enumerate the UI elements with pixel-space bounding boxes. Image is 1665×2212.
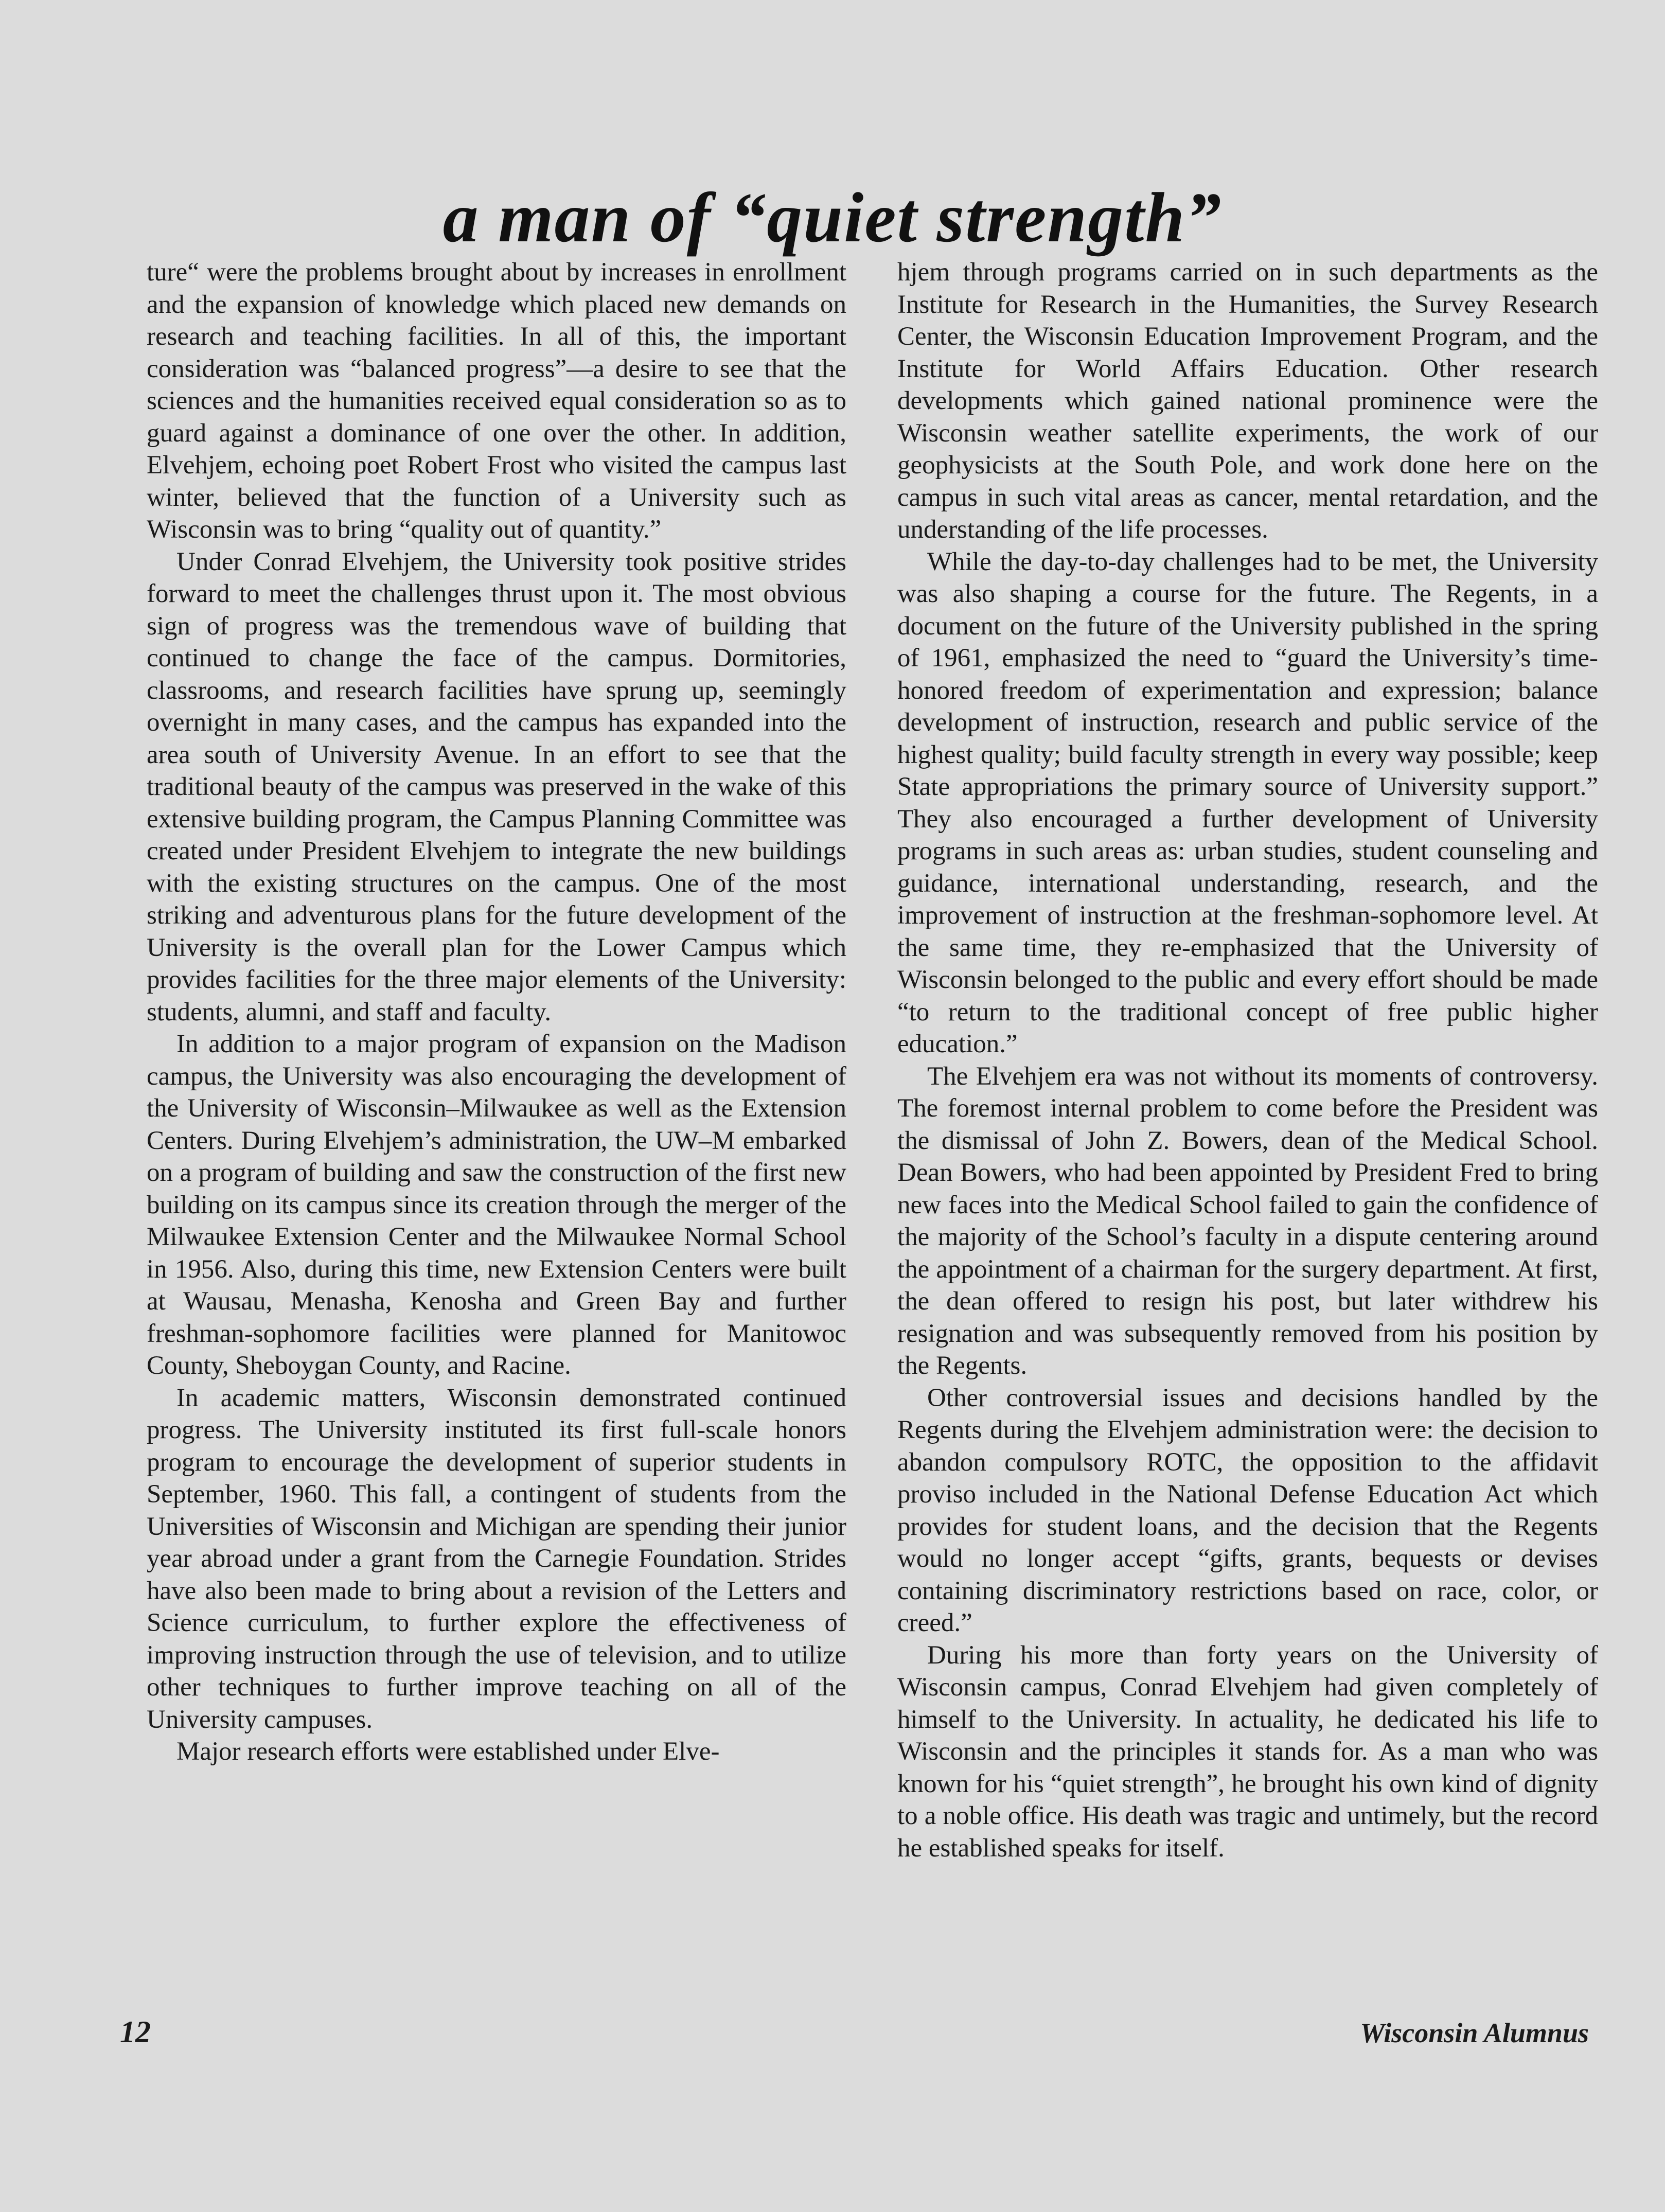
- paragraph: In addition to a major program of expansion on the Madison campus, the University was also encouraging the development of the University of Wisconsin–Milwaukee as well as the Extension Centers. During Elvehjem’s administration, the UW–M embarked on a program of building and saw the construction of the first new building on its campus since its creation through the merger of the Milwaukee Extension Center and the Milwaukee Normal School in 1956. Also, during this time, new Extension Centers were built at Wausau, Menasha, Kenosha and Green Bay and further freshman-sophomore facilities were planned for Manitowoc County, Sheboygan County, and Racine.: [147, 1030, 846, 1380]
- article-column-left: [147, 256, 846, 1768]
- paragraph: During his more than forty years on the University of Wisconsin campus, Conrad Elvehjem had given completely of himself to the University. In actuality, he dedicated his life to Wisconsin and the principles it stands for. As a man who was known for his “quiet strength”, he brought his own kind of dignity to a noble office. His death was tragic and untimely, but the record he established speaks for itself.: [897, 1640, 1598, 1863]
- paragraph: ture“ were the problems brought about by increases in enrollment and the expansion of knowledge which placed new demands on research and teaching facilities. In all of this, the important consideration was “balanced progress”—a desire to see that the sciences and the humanities received equal consideration so as to guard against a dominance of one over the other. In addition, Elvehjem, echoing poet Robert Frost who visited the campus last winter, believed that the function of a University such as Wisconsin was to bring “quality out of quantity.”: [147, 258, 846, 544]
- magazine-name: Wisconsin Alumnus: [1360, 2018, 1589, 2048]
- paragraph: Other controversial issues and decisions handled by the Regents during the Elvehjem administration were: the decision to abandon compulsory ROTC, the opposition to the affidavit proviso included in the National Defense Education Act which provides for student loans, and the decision that the Regents would no longer accept “gifts, grants, bequests or devises containing discriminatory restrictions based on race, color, or creed.”: [897, 1383, 1598, 1637]
- paragraph: Under Conrad Elvehjem, the University took positive strides forward to meet the challenges thrust upon it. The most obvious sign of progress was the tremendous wave of building that continued to change the face of the campus. Dormitories, classrooms, and research facilities have sprung up, seemingly overnight in many cases, and the campus has expanded into the area south of University Avenue. In an effort to see that the traditional beauty of the campus was preserved in the wake of this extensive building program, the Campus Planning Committee was created under President Elvehjem to integrate the new buildings with the existing structures on the campus. One of the most striking and adventurous plans for the future development of the University is the overall plan for the Lower Campus which provides facilities for the three major elements of the University: students, alumni, and staff and faculty.: [147, 547, 846, 1027]
- article-column-right: [897, 256, 1598, 1864]
- page-title: a man of “quiet strength”: [442, 178, 1223, 257]
- paragraph: The Elvehjem era was not without its moments of controversy. The foremost internal problem to come before the President was the dismissal of John Z. Bowers, dean of the Medical School. Dean Bowers, who had been appointed by President Fred to bring new faces into the Medical School failed to gain the confidence of the majority of the School’s faculty in a dispute centering around the appointment of a chairman for the surgery department. At first, the dean offered to resign his post, but later withdrew his resignation and was subsequently removed from his position by the Regents.: [897, 1061, 1598, 1380]
- paragraph: Major research efforts were established under Elve-: [176, 1737, 720, 1766]
- paragraph: hjem through programs carried on in such departments as the Institute for Research in the Humanities, the Survey Research Center, the Wisconsin Education Improvement Program, and the Institute for World Affairs Education. Other research developments which gained national prominence were the Wisconsin weather satellite experiments, the work of our geophysicists at the South Pole, and work done here on the campus in such vital areas as cancer, mental retardation, and the understanding of the life processes.: [897, 258, 1598, 544]
- paragraph: In academic matters, Wisconsin demonstrated continued progress. The University instituted its first full-scale honors program to encourage the development of superior students in September, 1960. This fall, a contingent of students from the Universities of Wisconsin and Michigan are spending their junior year abroad under a grant from the Carnegie Foundation. Strides have also been made to bring about a revision of the Letters and Science curriculum, to further explore the effectiveness of improving instruction through the use of television, and to utilize other techniques to further improve teaching on all of the University campuses.: [147, 1383, 846, 1734]
- paragraph: While the day-to-day challenges had to be met, the University was also shaping a course for the future. The Regents, in a document on the future of the University published in the spring of 1961, emphasized the need to “guard the University’s time-honored freedom of experimentation and expression; balance development of instruction, research and public service of the highest quality; build faculty strength in every way possible; keep State appropriations the primary source of University support.” They also encouraged a further development of University programs in such areas as: urban studies, student counseling and guidance, international understanding, research, and the improvement of instruction at the freshman-sophomore level. At the same time, they re-emphasized that the University of Wisconsin belonged to the public and every effort should be made “to return to the traditional concept of free public higher education.”: [897, 547, 1598, 1058]
- page-number: 12: [120, 2015, 151, 2049]
